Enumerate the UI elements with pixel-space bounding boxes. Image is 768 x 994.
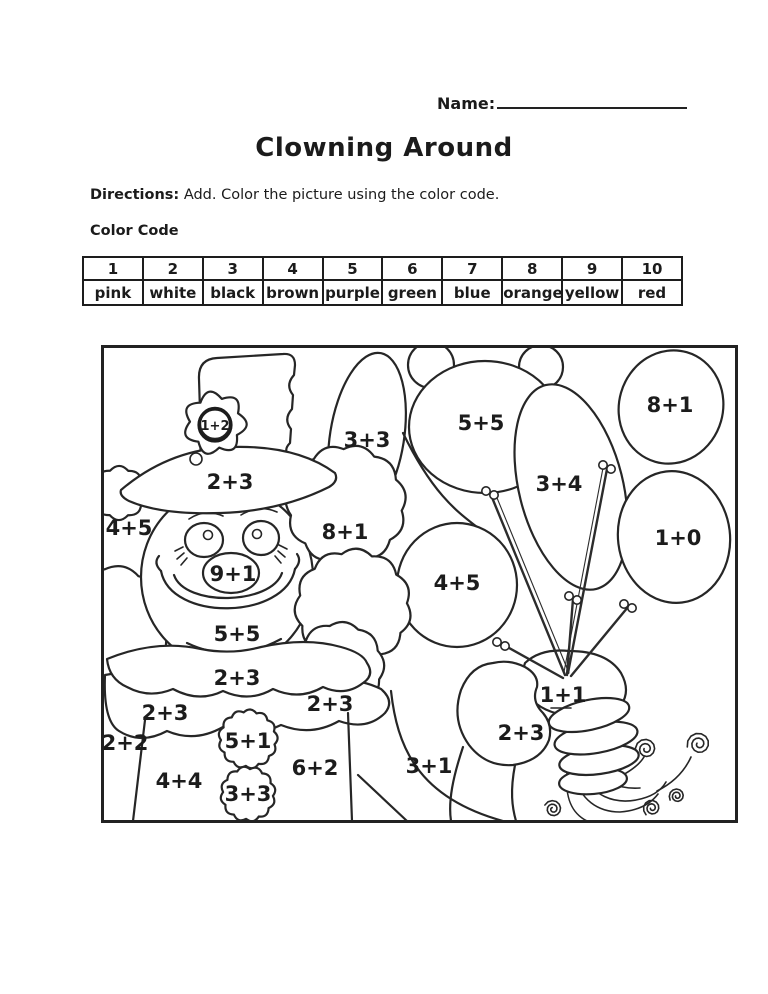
math-problem-label: 6+2 xyxy=(291,756,339,780)
code-color-cell: pink xyxy=(83,280,143,305)
math-problem-label: 3+3 xyxy=(224,782,272,806)
math-problem-label: 4+5 xyxy=(105,516,153,540)
code-number-cell: 7 xyxy=(442,257,502,280)
code-number-cell: 8 xyxy=(502,257,562,280)
math-problem-label: 4+5 xyxy=(433,571,481,595)
code-number-cell: 6 xyxy=(382,257,442,280)
directions-text: Add. Color the picture using the color code. xyxy=(183,187,500,203)
math-problem-label: 8+1 xyxy=(321,520,369,544)
code-color-cell: brown xyxy=(263,280,323,305)
code-color-cell: red xyxy=(622,280,682,305)
code-color-cell: purple xyxy=(323,280,383,305)
math-problem-label: 2+2 xyxy=(101,731,149,755)
name-row xyxy=(437,92,687,113)
right-eye xyxy=(243,521,279,555)
math-problem-label: 5+1 xyxy=(224,729,272,753)
code-number-cell: 1 xyxy=(83,257,143,280)
math-problem-label: 1+1 xyxy=(539,683,587,707)
code-color-cell: black xyxy=(203,280,263,305)
code-color-cell: orange xyxy=(502,280,562,305)
math-problem-label: 2+3 xyxy=(141,701,189,725)
color-code-heading: Color Code xyxy=(90,223,179,239)
code-color-cell: blue xyxy=(442,280,502,305)
code-number-cell: 2 xyxy=(143,257,203,280)
math-problem-label: 3+1 xyxy=(405,754,453,778)
math-problem-label: 1+0 xyxy=(654,526,702,550)
code-number-cell: 3 xyxy=(203,257,263,280)
page-title: Clowning Around xyxy=(255,133,513,163)
code-number-cell: 10 xyxy=(622,257,682,280)
code-color-cell: green xyxy=(382,280,442,305)
math-problem-label: 2+3 xyxy=(213,666,261,690)
math-problem-label: 2+3 xyxy=(306,692,354,716)
directions xyxy=(90,187,499,203)
math-problem-label: 9+1 xyxy=(209,562,257,586)
directions-label: Directions: xyxy=(90,187,180,203)
math-problem-label: 1+2 xyxy=(200,419,230,434)
math-problem-label: 5+5 xyxy=(457,411,505,435)
code-number-cell: 4 xyxy=(263,257,323,280)
math-problem-label: 2+3 xyxy=(206,470,254,494)
balloons xyxy=(397,345,738,647)
code-color-cell: yellow xyxy=(562,280,622,305)
math-problem-label: 3+4 xyxy=(535,472,583,496)
math-problem-label: 8+1 xyxy=(646,393,694,417)
math-problem-label: 4+4 xyxy=(155,769,203,793)
color-code-table xyxy=(82,256,683,306)
math-problem-label: 5+5 xyxy=(213,622,261,646)
code-number-cell: 5 xyxy=(323,257,383,280)
thumb xyxy=(457,662,550,766)
code-color-cell: white xyxy=(143,280,203,305)
math-problem-label: 2+3 xyxy=(497,721,545,745)
clown-picture xyxy=(101,345,738,823)
code-number-cell: 9 xyxy=(562,257,622,280)
name-blank-line xyxy=(497,92,687,109)
name-label: Name: xyxy=(437,94,496,113)
math-problem-label: 3+3 xyxy=(343,428,391,452)
left-eye xyxy=(185,523,223,557)
